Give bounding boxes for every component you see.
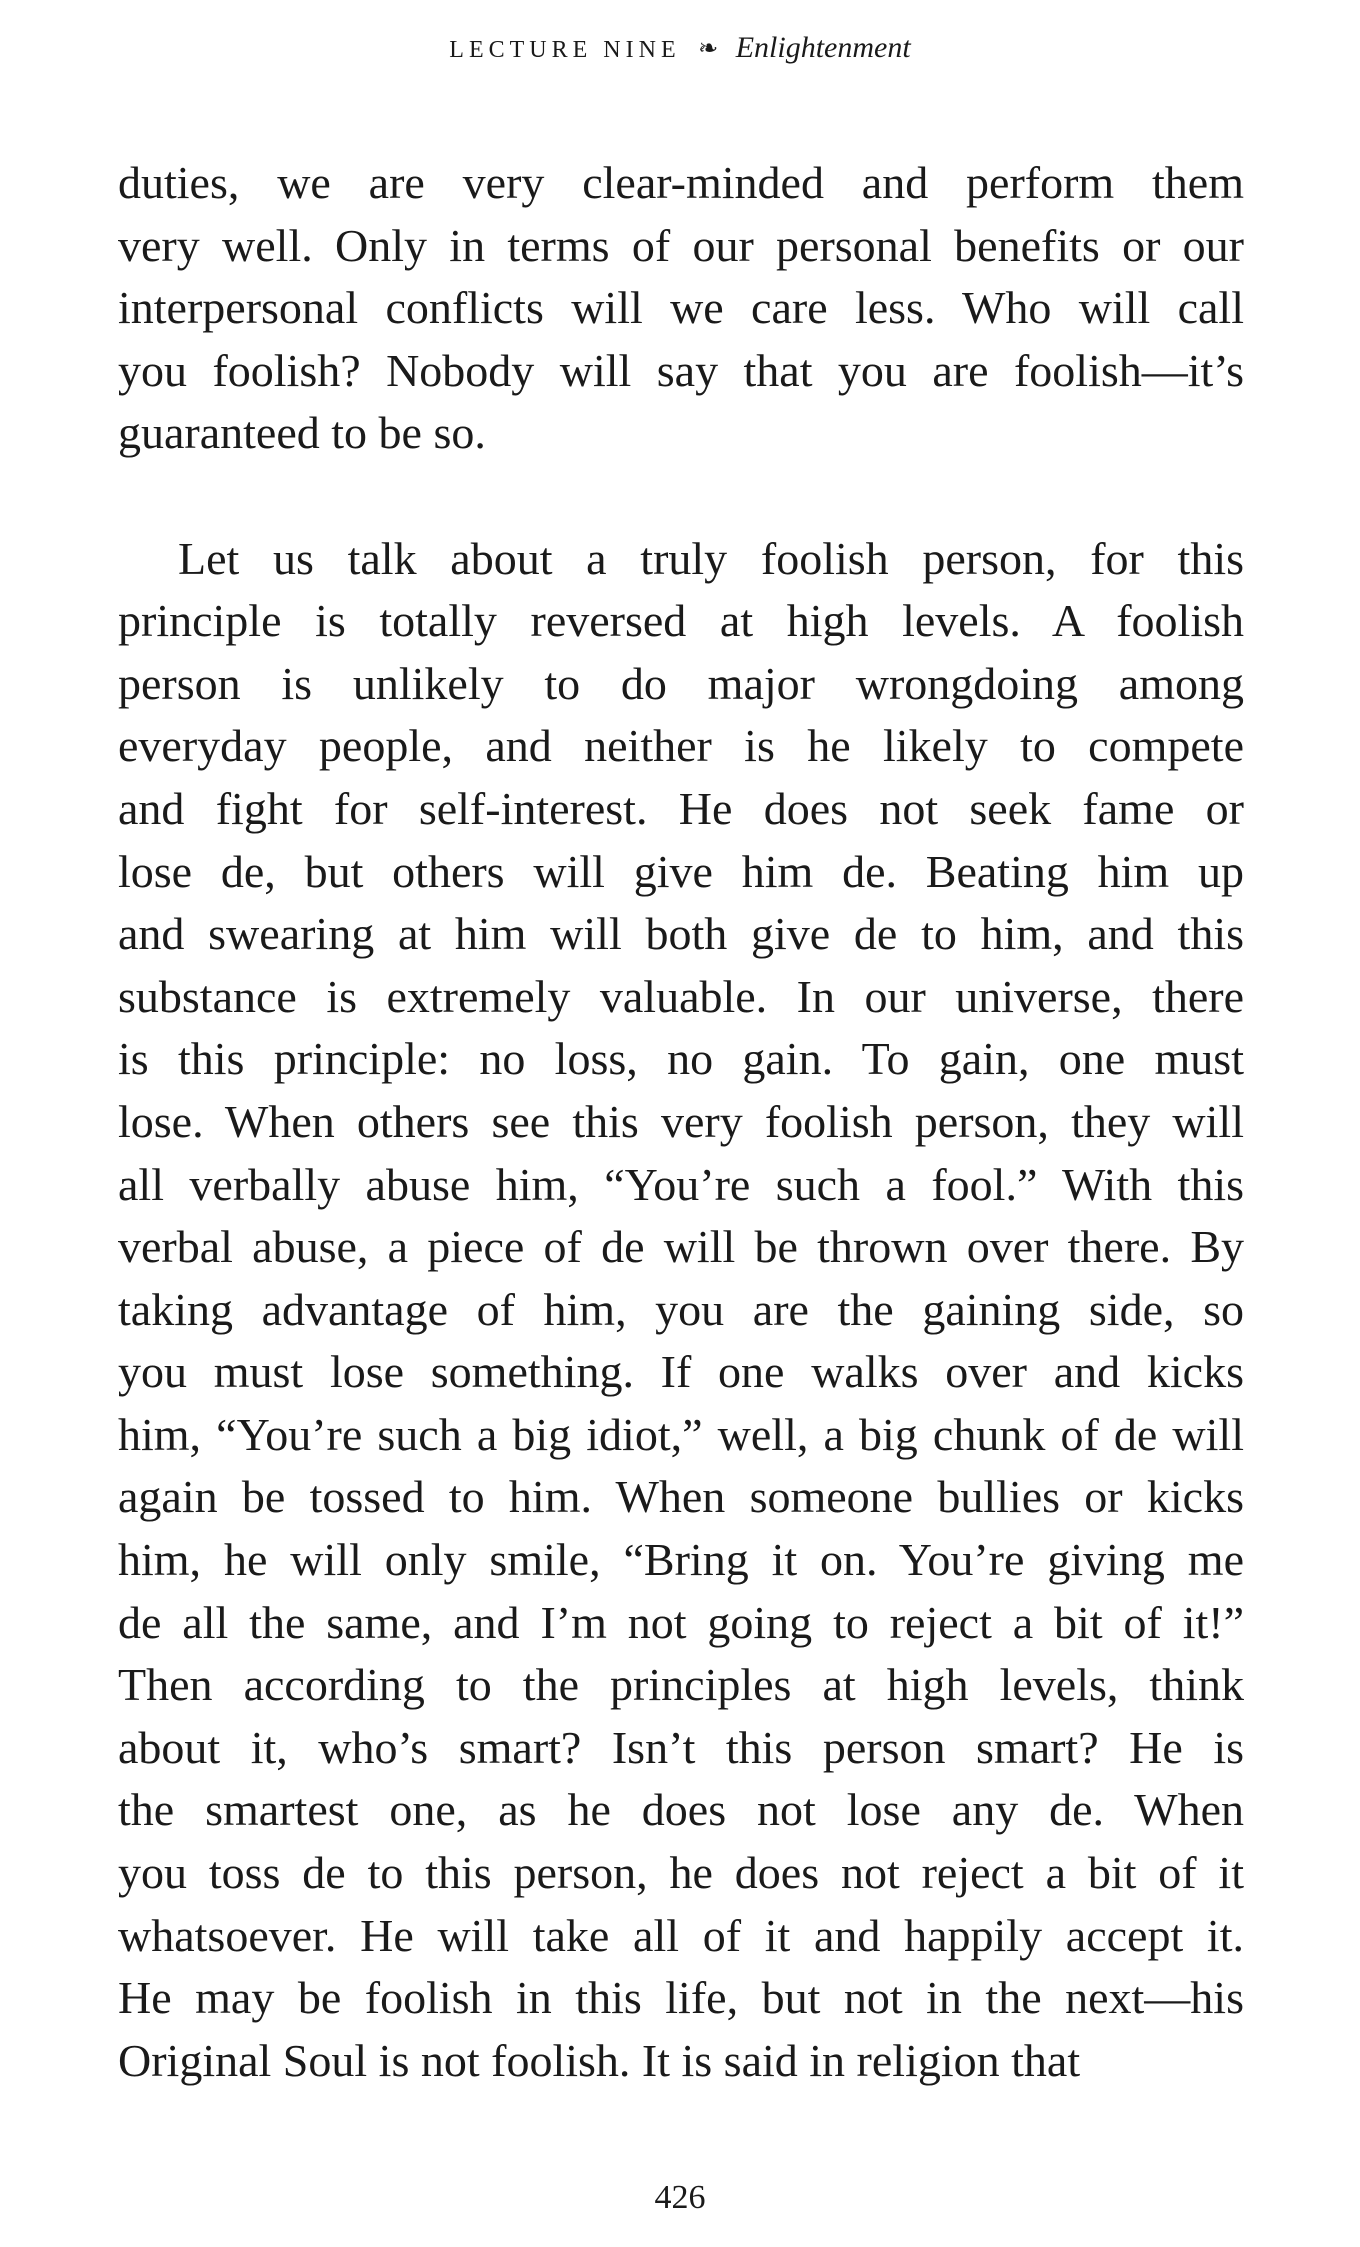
text-line: you toss de to this person, he does not reject a bit of it xyxy=(118,1847,1244,1899)
text-line: you foolish? Nobody will say that you are foolish—it’s xyxy=(118,344,1244,396)
text-line: Original Soul is not foolish. It is said in religion that xyxy=(118,2034,1081,2086)
running-head xyxy=(0,28,1360,70)
chapter-label: LECTURE NINE xyxy=(449,37,681,63)
text-line: verbal abuse, a piece of de will be thrown over there. By xyxy=(118,1221,1244,1273)
chapter-title: Enlightenment xyxy=(735,31,911,64)
text-line: He may be foolish in this life, but not in the next—his xyxy=(118,1972,1244,2024)
text-line: taking advantage of him, you are the gaining side, so xyxy=(118,1283,1244,1335)
paragraph xyxy=(118,152,1244,465)
text-line: de all the same, and I’m not going to reject a bit of it!” xyxy=(118,1596,1244,1648)
text-line: guaranteed to be so. xyxy=(118,407,486,459)
body-text xyxy=(118,152,1244,2092)
text-line: him, “You’re such a big idiot,” well, a big chunk of de will xyxy=(118,1408,1244,1460)
text-line: very well. Only in terms of our personal benefits or our xyxy=(118,219,1244,271)
text-line: Let us talk about a truly foolish person, for this xyxy=(178,532,1244,584)
text-line: everyday people, and neither is he likely to compete xyxy=(118,720,1244,772)
text-line: you must lose something. If one walks over and kicks xyxy=(118,1346,1244,1398)
text-line: duties, we are very clear-minded and perform them xyxy=(118,157,1244,208)
text-line: Then according to the principles at high levels, think xyxy=(118,1659,1244,1711)
text-line: substance is extremely valuable. In our universe, there xyxy=(118,970,1244,1022)
text-line: and swearing at him will both give de to him, and this xyxy=(118,908,1244,960)
text-line: person is unlikely to do major wrongdoing among xyxy=(118,657,1244,709)
text-line: principle is totally reversed at high levels. A foolish xyxy=(118,595,1244,647)
page-number: 426 xyxy=(654,2179,706,2216)
text-line: the smartest one, as he does not lose any de. When xyxy=(118,1784,1244,1836)
fleuron-ornament-icon: ❧ xyxy=(698,36,719,62)
text-line: again be tossed to him. When someone bullies or kicks xyxy=(118,1471,1244,1523)
text-line: all verbally abuse him, “You’re such a fool.” With this xyxy=(118,1158,1244,1210)
text-line: lose. When others see this very foolish person, they will xyxy=(118,1095,1244,1147)
text-line: whatsoever. He will take all of it and happily accept it. xyxy=(118,1909,1244,1961)
paragraph-gap xyxy=(118,465,1244,528)
text-line: him, he will only smile, “Bring it on. You’re giving me xyxy=(118,1534,1244,1586)
text-line: about it, who’s smart? Isn’t this person smart? He is xyxy=(118,1721,1244,1773)
text-line: is this principle: no loss, no gain. To gain, one must xyxy=(118,1033,1244,1085)
paragraph xyxy=(118,528,1244,2093)
text-line: interpersonal conflicts will we care less. Who will call xyxy=(118,282,1244,334)
text-line: lose de, but others will give him de. Beating him up xyxy=(118,845,1244,897)
text-line: and fight for self-interest. He does not seek fame or xyxy=(118,782,1244,834)
